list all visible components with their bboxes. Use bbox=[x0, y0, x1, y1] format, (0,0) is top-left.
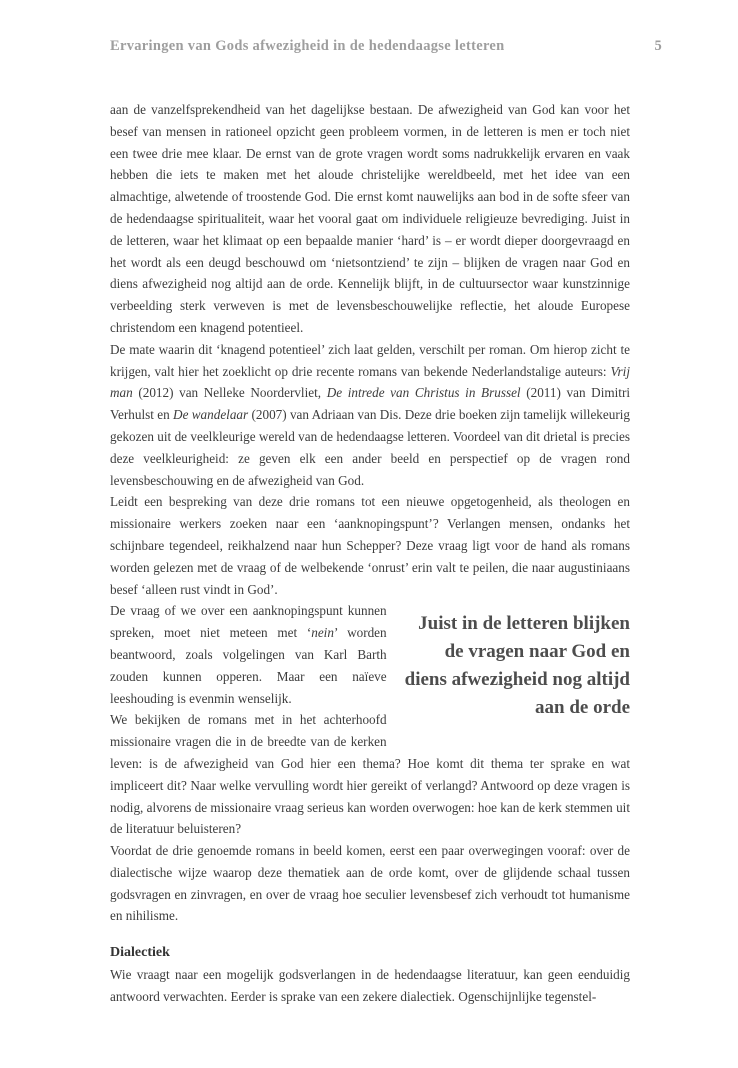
pull-quote-line: Juist in de letteren blijken bbox=[418, 613, 630, 635]
page-header bbox=[110, 38, 662, 55]
text-run: Leidt een bespreking van deze drie romans tot een nieuwe opgetogenheid, als theologen en missionaire werkers zoeken naar een ‘aanknopingspunt’? Verlangen mensen, ondanks het schijnbare tegendeel, reikhalzend naar hun Schepper? Deze vraag ligt voor de hand als romans worden gelezen met de vraag of de welbekende ‘onrust’ erin valt te peilen, die naar augustiniaans besef ‘alleen rust vindt in God’. bbox=[110, 494, 630, 597]
italic-text-run: nein bbox=[311, 625, 334, 641]
text-run: (2012) van Nelleke Noordervliet, bbox=[132, 385, 327, 401]
text-run: De vraag of we over een aanknopingspunt kunnen spreken, moet niet meteen met ‘ bbox=[110, 603, 387, 641]
text-run: (2011) van Dimitri Verhulst en bbox=[110, 385, 631, 423]
text-run: ’ worden beantwoord, zoals volgelingen van Karl Barth zouden kunnen opperen. Maar een naïeve leeshouding is evenmin wenselijk. bbox=[110, 625, 387, 706]
pull-quote bbox=[405, 610, 630, 722]
pull-quote-line: aan de orde bbox=[535, 697, 630, 719]
pull-quote-line: de vragen naar God en bbox=[444, 641, 630, 663]
running-head: Ervaringen van Gods afwezigheid in de hedendaagse letteren bbox=[110, 38, 505, 54]
text-run: De mate waarin dit ‘knagend potentieel’ zich laat gelden, verschilt per roman. Om hierop zicht te krijgen, valt hier het zoeklicht op drie recente romans van bekende Nederlandstalige auteurs: bbox=[110, 341, 630, 379]
text-run: Voordat de drie genoemde romans in beeld komen, eerst een paar overwegingen vooraf: over de dialectische wijze waarop deze thematiek aan de orde komt, over de glijdende schaal tussen godsvragen en zinvragen, en over de vraag hoe seculier levensbesef zich verhoudt tot humanisme en nihilisme. bbox=[110, 843, 630, 924]
paragraph bbox=[110, 99, 630, 339]
italic-text-run: De wandelaar bbox=[173, 407, 249, 423]
paragraph bbox=[110, 840, 630, 927]
paragraph bbox=[110, 709, 630, 840]
page-number: 5 bbox=[654, 38, 662, 54]
italic-text-run: De intrede van Christus in Brussel bbox=[326, 385, 521, 401]
text-run: (2007) van Adriaan van Dis. Deze drie boeken zijn tamelijk willekeurig gekozen uit de veelkleurige wereld van de hedendaagse letteren. Voordeel van dit drietal is precies deze veelkleurigheid: ze geven elk een ander beeld en perspectief op de vragen rond levensbeschouwing en de afwezigheid van God. bbox=[110, 407, 630, 488]
text-run: aan de vanzelfsprekendheid van het dagelijkse bestaan. De afwezigheid van God kan voor het besef van mensen in rationeel opzicht geen probleem vormen, in de letteren is men er toch niet een twee drie mee klaar. De ernst van de grote vragen wordt soms nadrukkelijk ervaren en vaak hebben die iets te maken met het aloude christelijke wereldbeeld, met het idee van een almachtige, alwetende of troostende God. Die ernst komt nauwelijks aan bod in de softe sfeer van de hedendaagse spiritualiteit, waar het vooral gaat om individuele religieuze bevrediging. Juist in de letteren, waar het klimaat op een bepaalde manier ‘hard’ is – er wordt dieper doorgevraagd en het wordt als een deugd beschouwd om ‘nietsontziend’ te zijn – blijken de vragen naar God en diens afwezigheid nog altijd aan de orde. Kennelijk blijft, in de cultuursector waar kunstzinnige verbeelding sterk verweven is met de levensbeschouwelijke reflectie, het aloude Europese christendom een knagend potentieel. bbox=[110, 102, 630, 335]
text-run: We bekijken de romans met in het achterhoofd missionaire vragen die in de breedte van de kerken leven: is de afwezigheid van God hier een thema? Hoe komt dit thema ter sprake en wat impliceert dit? Naar welke vervulling wordt hier gereikt of verlangd? Antwoord op deze vragen is nodig, alvorens de missionaire vraag serieus kan worden overwogen: hoe kan de kerk stemmen uit de literatuur beluisteren? bbox=[110, 712, 630, 837]
paragraph bbox=[110, 491, 630, 600]
section-heading: Dialectiek bbox=[110, 945, 170, 961]
paragraph bbox=[110, 964, 630, 1008]
pull-quote-line: diens afwezigheid nog altijd bbox=[404, 669, 630, 691]
body-text bbox=[110, 99, 630, 1008]
paragraph bbox=[110, 339, 630, 492]
text-run: Wie vraagt naar een mogelijk godsverlangen in de hedendaagse literatuur, kan geen eenduidig antwoord verwachten. Eerder is sprake van een zekere dialectiek. Ogenschijnlijke tegenstel- bbox=[110, 967, 630, 1004]
italic-text-run: Vrij man bbox=[110, 363, 630, 401]
